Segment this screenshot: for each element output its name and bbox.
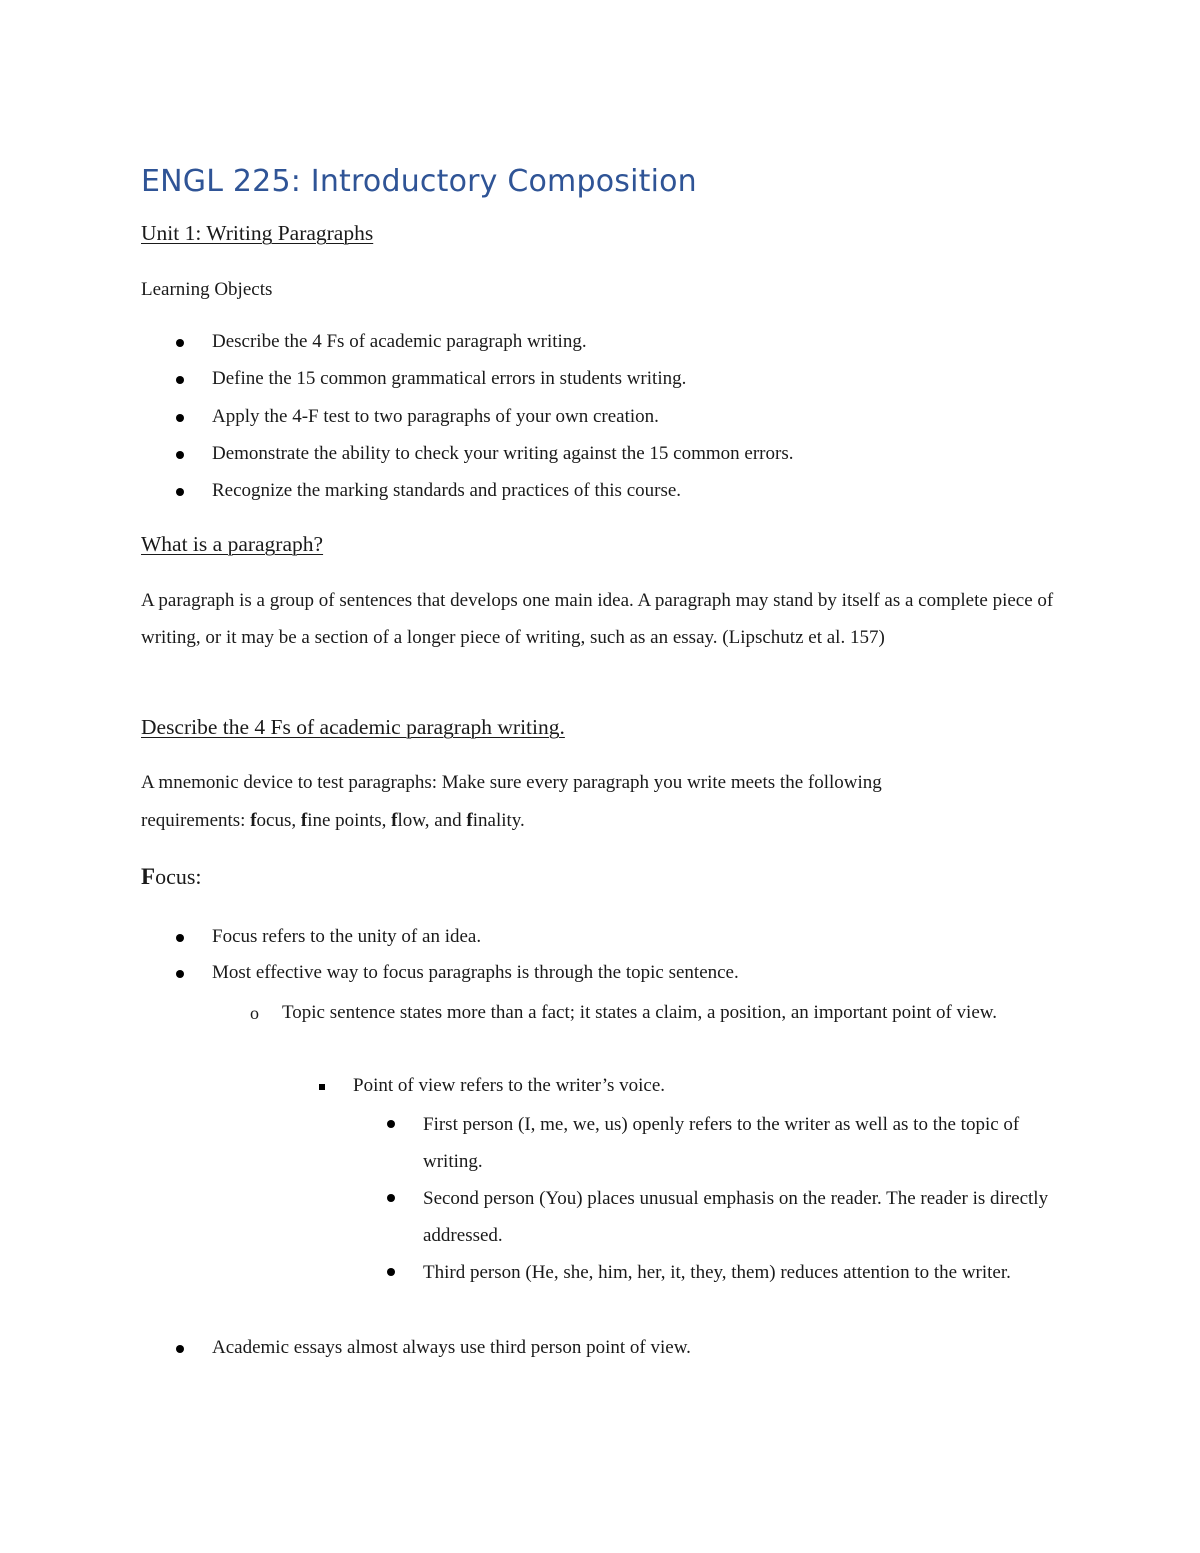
list-item-text: Define the 15 common grammatical errors in students writing.: [212, 368, 687, 389]
bullet-icon: [176, 934, 184, 942]
list-item-text: Third person (He, she, him, her, it, they, them) reduces attention to the writer.: [423, 1262, 1011, 1283]
paragraph-definition: A paragraph is a group of sentences that develops one main idea. A paragraph may stand by itself as a complete piece of writing, or it may be a section of a longer piece of writing, such as an essay. (Lipschutz et al. 157): [141, 590, 1054, 648]
list-item-text: Focus refers to the unity of an idea.: [212, 926, 482, 947]
list-item-text: Most effective way to focus paragraphs is through the topic sentence.: [212, 962, 739, 983]
bullet-icon: [176, 376, 184, 384]
document-title: ENGL 225: Introductory Composition: [141, 164, 697, 199]
list-item: [212, 962, 739, 984]
bullet-icon: [387, 1194, 395, 1202]
bullet-icon: [176, 451, 184, 459]
square-bullet-icon: [319, 1084, 325, 1090]
mnemonic-line-1: A mnemonic device to test paragraphs: Make sure every paragraph you write meets the following: [141, 772, 882, 793]
list-item-text: First person (I, me, we, us) openly refers to the writer as well as to the topic of writing.: [423, 1114, 1020, 1172]
list-item: [212, 331, 587, 353]
list-item: [423, 1106, 1053, 1180]
what-is-paragraph-heading: What is a paragraph?: [141, 532, 324, 556]
list-item: [212, 443, 793, 465]
list-item-text: Recognize the marking standards and practices of this course.: [212, 480, 682, 501]
list-item: [212, 926, 481, 948]
focus-heading: Focus:: [141, 864, 202, 889]
unit-heading: Unit 1: Writing Paragraphs: [141, 221, 374, 245]
learning-objects-label: Learning Objects: [141, 279, 273, 300]
mnemonic-line-2: requirements: focus, fine points, flow, and finality.: [141, 810, 525, 831]
describe-4fs-heading: Describe the 4 Fs of academic paragraph writing.: [141, 715, 565, 739]
bullet-icon: [176, 414, 184, 422]
list-item-text: Apply the 4-F test to two paragraphs of your own creation.: [212, 406, 659, 427]
list-item-text: Second person (You) places unusual emphasis on the reader. The reader is directly addressed.: [423, 1188, 1049, 1246]
list-item-text: Point of view refers to the writer’s voice.: [353, 1075, 666, 1096]
list-item: [423, 1254, 1053, 1291]
bullet-icon: [387, 1268, 395, 1276]
list-item-text: Demonstrate the ability to check your writing against the 15 common errors.: [212, 443, 794, 464]
bullet-icon: [176, 488, 184, 496]
list-item: [212, 1337, 691, 1359]
list-item-text: Describe the 4 Fs of academic paragraph writing.: [212, 331, 587, 352]
list-item: [423, 1180, 1053, 1254]
bullet-icon: [387, 1120, 395, 1128]
list-item: [212, 480, 681, 502]
bullet-icon: [176, 1345, 184, 1353]
circle-bullet-icon: o: [250, 1003, 259, 1023]
list-item: [212, 368, 686, 390]
bullet-icon: [176, 970, 184, 978]
list-item-text: Academic essays almost always use third person point of view.: [212, 1337, 691, 1358]
bullet-icon: [176, 339, 184, 347]
list-item-text: Topic sentence states more than a fact; it states a claim, a position, an important point of view.: [282, 1002, 998, 1023]
list-item: [353, 1075, 665, 1097]
list-item: [250, 994, 1057, 1031]
list-item: [212, 406, 659, 428]
